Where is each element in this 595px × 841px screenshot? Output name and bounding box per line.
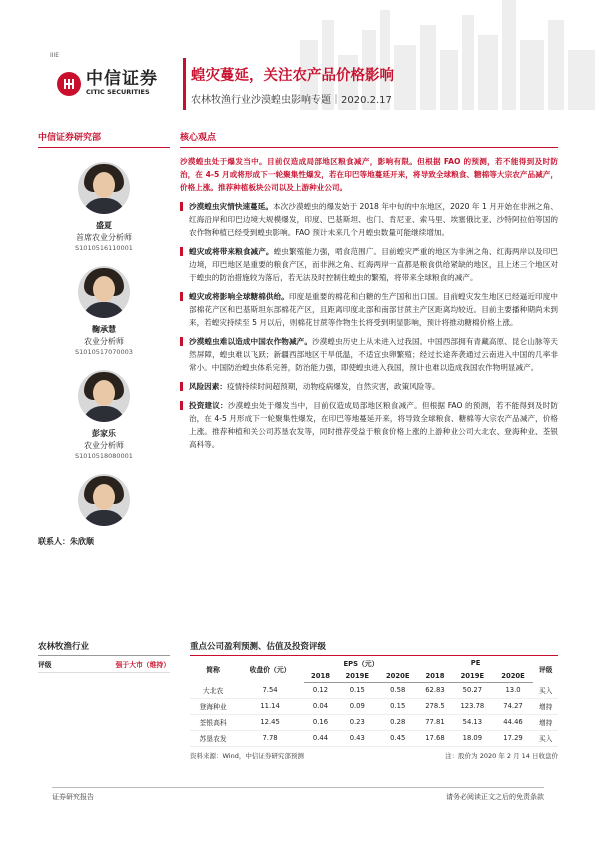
cell-pe: 62.83 [418, 683, 452, 699]
cell-pe: 44.46 [493, 714, 533, 730]
avatar [78, 266, 130, 318]
cell-price: 7.78 [236, 730, 304, 746]
citic-logo-icon [57, 72, 81, 96]
table-row [190, 698, 558, 714]
table-title: 重点公司盈利预测、估值及投资评级 [190, 640, 558, 656]
contact-person: 联系人：朱欣顺 [38, 537, 94, 546]
cell-eps: 0.23 [337, 714, 377, 730]
cell-name: 登海种业 [190, 698, 236, 714]
table-source: 资料来源：Wind，中信证券研究部预测 [190, 751, 304, 760]
bullet-point [180, 335, 558, 374]
table-note: 注：股价为 2020 年 2 月 14 日收盘价 [445, 751, 558, 760]
col-year: 2018 [304, 670, 337, 683]
rating-value: 强于大市（维持） [115, 661, 170, 669]
cell-eps: 0.15 [337, 683, 377, 699]
cell-pe: 74.27 [493, 698, 533, 714]
cell-pe: 18.09 [452, 730, 493, 746]
cell-eps: 0.04 [304, 698, 337, 714]
col-year: 2018 [418, 670, 452, 683]
industry-rating [38, 640, 170, 673]
page-mark: IIIE [50, 52, 60, 59]
bullet-point [180, 380, 558, 393]
cell-name: 苏垦农发 [190, 730, 236, 746]
col-year: 2019E [337, 670, 377, 683]
cell-pe: 123.78 [452, 698, 493, 714]
report-title: 蝗灾蔓延，关注农产品价格影响 [191, 68, 394, 84]
point-text: 沙漠蝗虫历史上从未进入过我国。中国西部拥有青藏高原、昆仑山脉等天然屏障，蝗虫难以飞跃；新疆西部地区干旱低温，不适宜虫卵繁殖；经过长途奔袭通过云南进入中国的几率非常小。中国防治蝗虫体系完善，防治能力强，即使蝗虫进入我国，预计也难以造成我国农作物明显减产。 [189, 337, 558, 372]
cell-eps: 0.16 [304, 714, 337, 730]
col-year: 2020E [378, 670, 418, 683]
avatar [78, 474, 130, 526]
cell-eps: 0.58 [378, 683, 418, 699]
point-text: 蝗虫繁殖能力强，啃食范围广。目前蝗灾严重的地区为非洲之角、红海两岸以及印巴边境，印巴地区是重要的粮食产区，而非洲之角、红海两岸一直都是粮食供给紧缺的地区，且上述三个地区对于蝗虫的防治措施较为落后，若无法及时控制住蝗虫的繁殖，将带来全球粮食的减产。 [189, 247, 559, 282]
bullet-point [180, 290, 558, 329]
logo-en: CITIC SECURITIES [86, 88, 150, 96]
rating-label: 评级 [38, 661, 52, 669]
company-logo [57, 70, 158, 97]
point-text: 本次沙漠蝗虫的爆发始于 2018 年中旬的中东地区，2020 年 1 月开始在非洲之角、红海沿岸和印巴边境大规模爆发，印度、巴基斯坦、也门、肯尼亚、索马里、埃塞俄比亚、沙特阿拉伯等国的农作物种植已经受到蝗虫影响。FAO 预计未来几个月蝗虫数量可能继续增加。 [189, 202, 558, 237]
table-row [190, 714, 558, 730]
analyst-card [38, 370, 170, 460]
core-views-heading: 核心观点 [180, 130, 558, 148]
cell-eps: 0.43 [337, 730, 377, 746]
point-lead: 投资建议： [189, 401, 228, 410]
footer-right: 请务必阅读正文之后的免责条款 [446, 793, 544, 801]
valuation-table [190, 640, 558, 760]
cell-name: 荃银高科 [190, 714, 236, 730]
col-year: 2019E [452, 670, 493, 683]
cell-rating: 增持 [533, 714, 558, 730]
col-rating: 评级 [538, 666, 553, 675]
point-lead: 蝗灾或将影响全球糖棉供给。 [189, 292, 289, 301]
analyst-id: S1010516110001 [75, 244, 133, 252]
analyst-card [38, 162, 170, 252]
table-row [190, 730, 558, 746]
cell-pe: 54.13 [452, 714, 493, 730]
avatar [78, 162, 130, 214]
analyst-card [38, 474, 170, 526]
col-eps: EPS（元） [343, 660, 379, 668]
avatar [78, 370, 130, 422]
point-text: 印度是重要的棉花和白糖的生产国和出口国。目前蝗灾发生地区已经逼近印度中部棉花产区和巴基斯坦东部棉花产区，且距离印度北部和南部甘蔗主产区距离均较近。目前主要播种期尚未到来，若蝗灾持续至 5 月以后，则棉花甘蔗等作物生长将受到明显影响，预计将推动糖棉价格上涨。 [189, 292, 559, 327]
cell-eps: 0.09 [337, 698, 377, 714]
analyst-id: S1010517070003 [75, 348, 133, 356]
analyst-title: 农业分析师 [84, 337, 124, 346]
report-subtitle: 农林牧渔行业沙漠蝗虫影响专题｜2020.2.17 [191, 95, 392, 106]
core-views [180, 130, 558, 451]
analyst-name: 鞠承慧 [92, 325, 116, 334]
point-lead: 风险因素： [189, 382, 227, 391]
cell-price: 12.45 [236, 714, 304, 730]
page-footer [52, 787, 544, 802]
col-pe: PE [470, 659, 481, 667]
title-rule [183, 58, 186, 110]
analyst-title: 首席农业分析师 [76, 233, 132, 242]
cell-pe: 278.5 [418, 698, 452, 714]
cell-price: 7.54 [236, 683, 304, 699]
cell-pe: 17.68 [418, 730, 452, 746]
cell-eps: 0.44 [304, 730, 337, 746]
table-row [190, 683, 558, 699]
col-name: 简称 [206, 666, 220, 675]
industry-name: 农林牧渔行业 [38, 640, 170, 656]
cell-rating: 买入 [533, 683, 558, 699]
cell-eps: 0.45 [378, 730, 418, 746]
bullet-point [180, 399, 558, 451]
cell-eps: 0.15 [378, 698, 418, 714]
analyst-column [38, 130, 170, 547]
cell-name: 大北农 [190, 683, 236, 699]
analyst-name: 盛夏 [96, 221, 112, 230]
analyst-name: 彭家乐 [92, 429, 116, 438]
cell-pe: 13.0 [493, 683, 533, 699]
cell-eps: 0.12 [304, 683, 337, 699]
summary-paragraph: 沙漠蝗虫处于爆发当中。目前仅造成局部地区粮食减产，影响有限。但根据 FAO 的预测，若不能得到及时防治，在 4-5 月或将形成下一轮聚集性爆发，若在印巴等地蔓延开来，将导致全球粮食、糖棉等大宗农产品减产，价格上涨。推荐种植板块公司以及上游种业公司。 [180, 157, 558, 192]
cell-rating: 增持 [533, 698, 558, 714]
cell-pe: 17.29 [493, 730, 533, 746]
point-lead: 沙漠蝗虫难以造成中国农作物减产。 [189, 337, 313, 346]
cell-pe: 50.27 [452, 683, 493, 699]
footer-left: 证券研究报告 [52, 793, 94, 801]
research-dept-heading: 中信证券研究部 [38, 130, 170, 148]
analyst-card [38, 266, 170, 356]
point-lead: 蝗灾或将带来粮食减产。 [189, 247, 274, 256]
point-text: 沙漠蝗虫处于爆发当中，目前仅造成局部地区粮食减产。但根据 FAO 的预测，若不能得到及时防治，在 4-5 月形成下一轮聚集性爆发，在印巴等地蔓延开来，将导致全球粮食、糖棉等大宗农产品减产，价格上涨。推荐种植和关公司苏垦农发等，同时推荐受益于粮食价格上涨的上游种业公司大北农、登海种业、荃银高科等。 [189, 401, 558, 449]
analyst-title: 农业分析师 [84, 441, 124, 450]
bullet-point [180, 200, 558, 239]
cell-pe: 77.81 [418, 714, 452, 730]
logo-cn: 中信证券 [86, 69, 158, 89]
col-price: 收盘价（元） [249, 666, 291, 675]
cell-price: 11.14 [236, 698, 304, 714]
cell-rating: 买入 [533, 730, 558, 746]
point-lead: 沙漠蝗虫灾情快速蔓延。 [189, 202, 274, 211]
col-year: 2020E [493, 670, 533, 683]
cell-eps: 0.28 [378, 714, 418, 730]
point-text: 疫情持续时间超预期，动物疫病爆发，自然灾害，政策风险等。 [226, 382, 440, 391]
bullet-point [180, 245, 558, 284]
analyst-id: S1010518080001 [75, 452, 133, 460]
